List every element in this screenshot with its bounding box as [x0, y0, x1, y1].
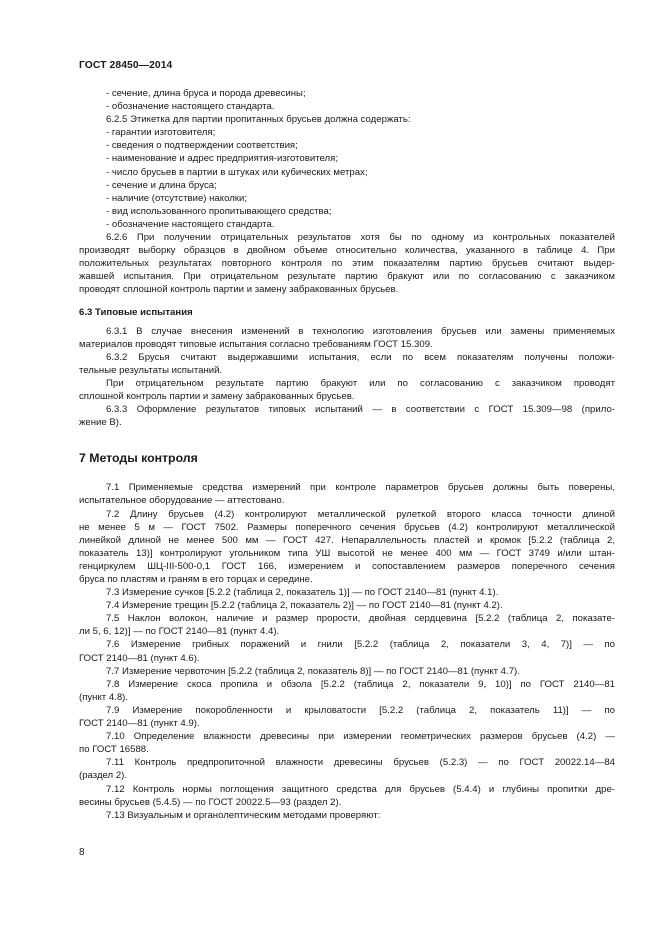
document-body: [79, 87, 615, 822]
text-line: 7.1 Применяемые средства измерений при контроле параметров брусьев должны быть поверены,: [106, 482, 615, 494]
text-line: тельные результаты испытаний.: [79, 364, 223, 376]
text-line: 7.12 Контроль нормы поглощения защитного средства для брусьев (5.4.4) и глубины пропитки дре-: [106, 783, 615, 795]
text-line: жавшей испытания. При отрицательном результате партию бракуют или по согласованию с заказчиком: [79, 271, 615, 283]
text-line: - наличие (отсутствие) наколки;: [106, 192, 248, 204]
subheading-6-3: 6.3 Типовые испытания: [79, 306, 193, 318]
section-6-2-text: [79, 87, 615, 297]
text-line: 7.7 Измерение червоточин [5.2.2 (таблица 2, показатель 8)] — по ГОСТ 2140—81 (пункт 4.7).: [106, 665, 520, 677]
text-line: бруса по пластям и граням в его торцах и середине.: [79, 574, 313, 585]
text-line: - вид использованного пропитывающего средства;: [106, 205, 332, 217]
section-heading-7: 7 Методы контроля: [79, 451, 198, 466]
text-line: производят выборку образцов в двойном объеме относительно количества, указанного в таблице 4. При: [79, 245, 615, 257]
text-line: генциркулем ШЦ-III-500-0,1 ГОСТ 166, измерением и сопоставлением размеров поперечного сечения: [79, 560, 615, 572]
text-line: - число брусьев в партии в штуках или кубических метрах;: [106, 166, 368, 178]
section-7-text: [79, 481, 615, 821]
document-page: [79, 0, 615, 935]
text-line: ГОСТ 2140—81 (пункт 4.6).: [79, 652, 200, 664]
text-line: - сечение, длина бруса и порода древесины;: [106, 88, 306, 99]
text-line: - сведения о подтверждении соответствия;: [106, 140, 298, 152]
text-line: 6.2.5 Этикетка для партии пропитанных брусьев должна содержать:: [106, 114, 411, 126]
text-line: сплошной контроль партии и замену забракованных брусьев.: [79, 391, 355, 403]
text-line: 7.4 Измерение трещин [5.2.2 (таблица 2, показатель 2)] — по ГОСТ 2140—81 (пункт 4.2).: [106, 600, 503, 612]
text-line: При отрицательном результате партию бракуют или по согласованию с заказчиком проводят: [106, 377, 615, 389]
text-line: 7.13 Визуальным и органолептическим методами проверяют:: [106, 809, 381, 821]
text-line: 6.2.6 При получении отрицательных результатов хотя бы по одному из контрольных показателей: [106, 232, 615, 244]
text-line: 6.3.2 Брусья считают выдержавшими испытания, если по всем показателям получены положи-: [106, 351, 615, 363]
text-line: 7.8 Измерение скоса пропила и обзола [5.2.2 (таблица 2, показатели 9, 10)] по ГОСТ 2140—81: [106, 678, 615, 690]
text-line: - гарантии изготовителя;: [106, 127, 216, 139]
text-line: - наименование и адрес предприятия-изготовителя;: [106, 153, 338, 165]
text-line: - сечение и длина бруса;: [106, 179, 217, 191]
text-line: 6.3.1 В случае внесения изменений в технологию изготовления брусьев или замены применяемых: [106, 325, 615, 337]
text-line: 7.6 Измерение грибных поражений и гнили [5.2.2 (таблица 2, показатели 3, 4, 7)] — по: [106, 639, 615, 651]
text-line: положительных результатах повторного контроля по этим показателям партию брусьев считают выдер-: [79, 258, 615, 270]
text-line: жение В).: [79, 417, 122, 429]
text-line: 7.10 Определение влажности древесины при измерении геометрических размеров брусьев (4.2) —: [106, 731, 615, 743]
page-number: 8: [79, 847, 85, 858]
document-header: ГОСТ 28450—2014: [79, 60, 173, 71]
text-line: 7.9 Измерение покоробленности и крыловатости [5.2.2 (таблица 2, показатель 11)] — по: [106, 704, 615, 716]
text-line: испытательное оборудование — аттестовано.: [79, 495, 285, 507]
text-line: 7.3 Измерение сучков [5.2.2 (таблица 2, показатель 1)] — по ГОСТ 2140—81 (пункт 4.1).: [106, 587, 499, 599]
text-line: весины брусьев (5.4.5) — по ГОСТ 20022.5—93 (раздел 2).: [79, 796, 342, 808]
text-line: по ГОСТ 16588.: [79, 744, 149, 756]
text-line: (раздел 2).: [79, 770, 128, 782]
text-line: - обозначение настоящего стандарта.: [106, 218, 275, 230]
text-line: (пункт 4.8).: [79, 691, 129, 703]
text-line: 7.11 Контроль предпропиточной влажности древесины брусьев (5.2.3) — по ГОСТ 20022.14—84: [106, 757, 615, 769]
text-line: материалов проводят типовые испытания согласно требованиям ГОСТ 15.309.: [79, 338, 433, 350]
text-line: - обозначение настоящего стандарта.: [106, 101, 275, 113]
text-line: ли 5, 6, 12)] — по ГОСТ 2140—81 (пункт 4.4).: [79, 626, 280, 638]
text-line: показатель 13)] контролируют угольником типа УШ высотой не менее 400 мм — ГОСТ 3749 и/или штан-: [79, 547, 615, 559]
text-line: 7.2 Длину брусьев (4.2) контролируют металлической рулеткой второго класса точности длиной: [106, 508, 615, 520]
section-6-3-text: [79, 325, 615, 430]
text-line: 6.3.3 Оформление результатов типовых испытаний — в соответствии с ГОСТ 15.309—98 (прило-: [106, 404, 615, 416]
text-line: линейкой длиной не менее 500 мм — ГОСТ 427. Непараллельность пластей и кромок [5.2.2 (таблица 2,: [79, 534, 615, 546]
text-line: не менее 5 м — ГОСТ 7502. Размеры поперечного сечения брусьев (4.2) контролируют металлической: [79, 521, 615, 533]
text-line: проводят сплошной контроль партии и замену забракованных брусьев.: [79, 284, 399, 296]
text-line: 7.5 Наклон волокон, наличие и размер прорости, двойная сердцевина [5.2.2 (таблица 2, показате-: [106, 613, 615, 625]
text-line: ГОСТ 2140—81 (пункт 4.9).: [79, 718, 200, 730]
